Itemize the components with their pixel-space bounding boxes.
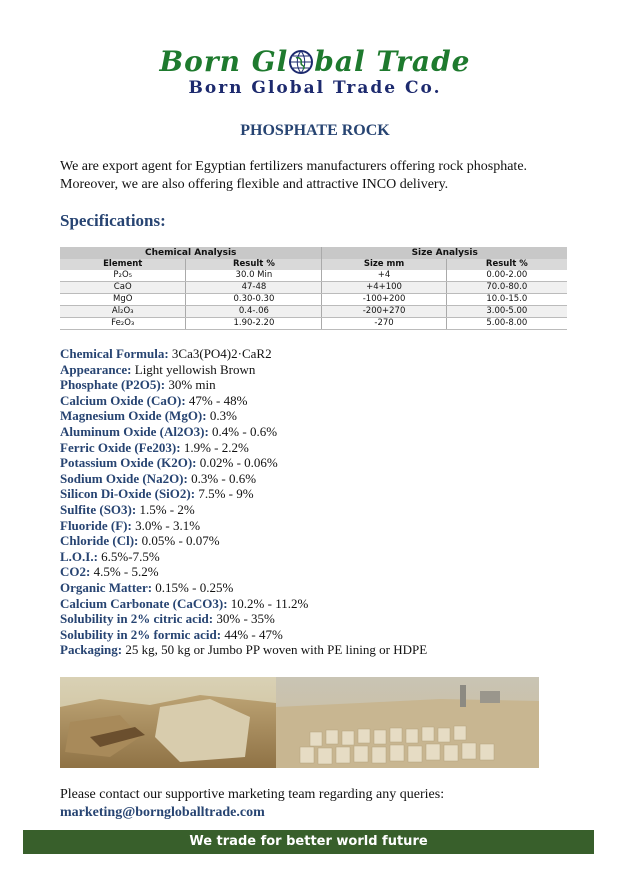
property-line (60, 596, 427, 612)
property-value: 0.3% - 0.6% (191, 470, 257, 486)
table-cell: +4+100 (322, 282, 446, 294)
property-label: Solubility in 2% formic acid: (60, 626, 222, 642)
property-label: Chloride (Cl): (60, 533, 139, 549)
table-cell: -100+200 (322, 294, 446, 306)
company-logo (0, 46, 630, 98)
column-header: Element (60, 259, 186, 270)
property-value: 4.5% - 5.2% (93, 564, 159, 580)
property-label: L.O.I.: (60, 548, 98, 564)
property-line (60, 377, 427, 393)
table-cell: -200+270 (322, 306, 446, 318)
property-value: 25 kg, 50 kg or Jumbo PP woven with PE lining or HDPE (125, 642, 428, 658)
property-value: 0.05% - 0.07% (141, 533, 220, 549)
table-cell: 0.00-2.00 (446, 270, 567, 282)
property-value: 10.2% - 11.2% (230, 595, 309, 611)
property-value: 7.5% - 9% (198, 486, 254, 502)
property-value: Light yellowish Brown (134, 361, 256, 377)
property-value: 3.0% - 3.1% (135, 517, 201, 533)
property-label: Solubility in 2% citric acid: (60, 611, 214, 627)
property-label: Magnesium Oxide (MgO): (60, 408, 207, 424)
property-line (60, 424, 427, 440)
table-row (60, 318, 567, 330)
table-cell: 70.0-80.0 (446, 282, 567, 294)
specifications-table (60, 247, 567, 330)
property-label: CO2: (60, 564, 91, 580)
property-label: Ferric Oxide (Fe203): (60, 439, 181, 455)
table-cell: 0.4-.06 (186, 306, 322, 318)
property-value: 30% - 35% (216, 611, 275, 627)
table-cell: -270 (322, 318, 446, 330)
logo-text-start: Born Gl (159, 45, 289, 78)
property-value: 44% - 47% (224, 626, 283, 642)
table-cell: CaO (60, 282, 186, 294)
table-cell: +4 (322, 270, 446, 282)
property-line (60, 362, 427, 378)
property-line (60, 502, 427, 518)
table-cell: Fe₂O₃ (60, 318, 186, 330)
logo-text-end: bal Trade (314, 45, 471, 78)
property-label: Potassium Oxide (K2O): (60, 455, 197, 471)
property-label: Chemical Formula: (60, 346, 169, 361)
column-header: Size mm (322, 259, 446, 270)
property-label: Calcium Oxide (CaO): (60, 392, 186, 408)
property-line (60, 518, 427, 534)
property-value: 1.5% - 2% (139, 501, 195, 517)
table-row (60, 306, 567, 318)
property-line (60, 549, 427, 565)
table-group-header-row (60, 247, 567, 259)
intro-paragraph: We are export agent for Egyptian fertilizers manufacturers offering rock phosphate. Moreover, we are also offering flexible and attractive INCO delivery. (60, 159, 528, 192)
property-value: 0.15% - 0.25% (155, 579, 234, 595)
contact-section (60, 786, 444, 822)
company-name: Born Global Trade Co. (188, 78, 442, 98)
property-value: 3Ca3(PO4)2·CaR2 (171, 346, 272, 361)
table-cell: MgO (60, 294, 186, 306)
property-value: 6.5%-7.5% (101, 548, 160, 564)
property-line (60, 533, 427, 549)
table-cell: 0.30-0.30 (186, 294, 322, 306)
property-value: 1.9% - 2.2% (183, 439, 249, 455)
page-title: PHOSPHATE ROCK (240, 122, 390, 139)
property-value: 0.4% - 0.6% (212, 423, 278, 439)
property-line (60, 580, 427, 596)
property-value: 0.02% - 0.06% (199, 455, 278, 471)
table-cell: 10.0-15.0 (446, 294, 567, 306)
property-value: 30% min (168, 377, 216, 393)
globe-icon (288, 49, 314, 75)
table-cell: 30.0 Min (186, 270, 322, 282)
property-line (60, 486, 427, 502)
table-cell: 47-48 (186, 282, 322, 294)
property-label: Sodium Oxide (Na2O): (60, 470, 188, 486)
specifications-heading: Specifications: (60, 211, 166, 230)
column-header: Result % (446, 259, 567, 270)
property-label: Appearance: (60, 361, 132, 377)
property-label: Phosphate (P2O5): (60, 377, 166, 393)
property-label: Aluminum Oxide (Al2O3): (60, 423, 209, 439)
table-row (60, 282, 567, 294)
table-cell: 5.00-8.00 (446, 318, 567, 330)
property-label: Silicon Di-Oxide (SiO2): (60, 486, 196, 502)
table-cell: Al₂O₃ (60, 306, 186, 318)
property-label: Calcium Carbonate (CaCO3): (60, 595, 228, 611)
property-line (60, 346, 427, 362)
property-value: 47% - 48% (188, 392, 248, 408)
footer-banner: We trade for better world future (23, 830, 594, 854)
table-row (60, 294, 567, 306)
contact-text: Please contact our supportive marketing team regarding any queries: (60, 787, 445, 802)
property-line (60, 627, 427, 643)
properties-list (60, 346, 427, 658)
property-line (60, 471, 427, 487)
property-value: 0.3% (209, 408, 237, 424)
property-label: Fluoride (F): (60, 517, 132, 533)
property-line (60, 393, 427, 409)
table-column-header-row (60, 259, 567, 270)
table-row (60, 270, 567, 282)
property-line (60, 611, 427, 627)
property-line (60, 408, 427, 424)
table-cell: 3.00-5.00 (446, 306, 567, 318)
property-label: Sulfite (SO3): (60, 501, 137, 517)
size-analysis-header: Size Analysis (322, 247, 567, 259)
property-line (60, 455, 427, 471)
column-header: Result % (186, 259, 322, 270)
table-cell: P₂O₅ (60, 270, 186, 282)
chemical-analysis-header: Chemical Analysis (60, 247, 322, 259)
property-line (60, 642, 427, 658)
phosphate-mine-photos (60, 677, 539, 768)
property-label: Organic Matter: (60, 579, 153, 595)
property-line (60, 564, 427, 580)
property-label: Packaging: (60, 642, 123, 658)
table-cell: 1.90-2.20 (186, 318, 322, 330)
logo-wordmark (0, 46, 630, 78)
property-line (60, 440, 427, 456)
contact-email-link[interactable]: marketing@borngloballtrade.com (60, 805, 265, 820)
